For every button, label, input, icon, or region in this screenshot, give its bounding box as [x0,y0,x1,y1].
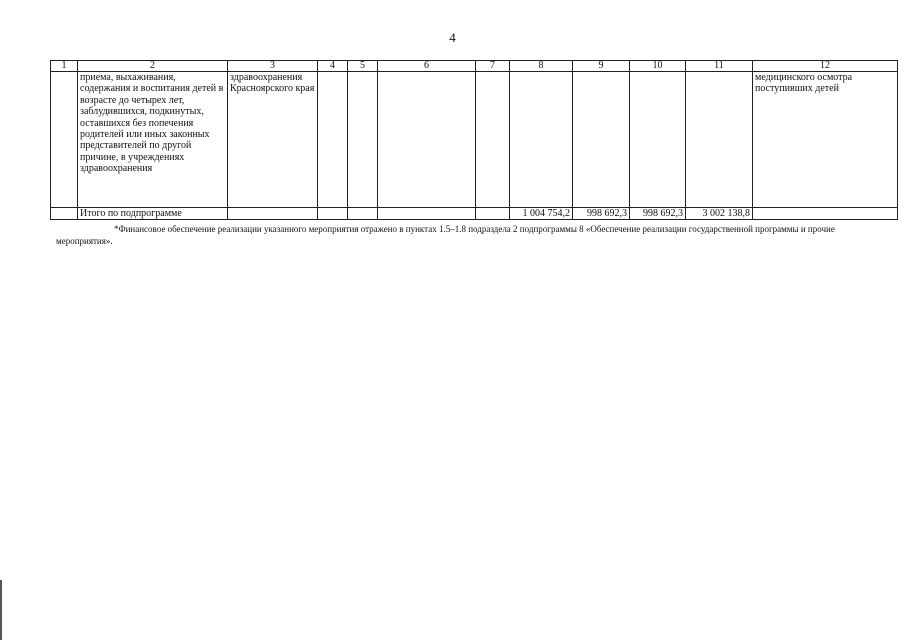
page-number: 4 [449,30,456,45]
column-header-11: 11 [686,61,753,72]
cell-col9 [573,72,630,208]
column-header-6: 6 [378,61,476,72]
cell-col11 [686,72,753,208]
cell-expected-result: медицинского осмотра поступивших детей [753,72,898,208]
column-header-10: 10 [630,61,686,72]
cell-col1 [51,208,78,220]
total-col11: 3 002 138,8 [686,208,753,220]
column-header-3: 3 [228,61,318,72]
footnote: *Финансовое обеспечение реализации указанного мероприятия отражено в пунктах 1.5–1.8 подраздела 2 подпрограммы 8 «Обеспечение реализации государственной программы и прочие мероприятия». [56,224,835,246]
table-row [51,72,898,208]
cell-col4 [318,208,348,220]
program-table [50,60,898,220]
column-header-2: 2 [78,61,228,72]
column-header-9: 9 [573,61,630,72]
cell-col7 [476,208,510,220]
total-row [51,208,898,220]
column-number-row [51,61,898,72]
column-header-4: 4 [318,61,348,72]
cell-col8 [510,72,573,208]
cell-col6 [378,208,476,220]
cell-col10 [630,72,686,208]
cell-col12 [753,208,898,220]
cell-col6 [378,72,476,208]
cell-col5 [348,72,378,208]
column-header-8: 8 [510,61,573,72]
cell-col3 [228,208,318,220]
cell-col1 [51,72,78,208]
cell-responsible-body: здравоохранения Красноярского края [228,72,318,208]
total-col10: 998 692,3 [630,208,686,220]
column-header-1: 1 [51,61,78,72]
cell-col4 [318,72,348,208]
cell-col7 [476,72,510,208]
cell-col5 [348,208,378,220]
total-col9: 998 692,3 [573,208,630,220]
column-header-5: 5 [348,61,378,72]
column-header-12: 12 [753,61,898,72]
scan-edge-mark [0,580,2,640]
cell-event-description: приема, выхаживания, содержания и воспитания детей в возрасте до четырех лет, заблудившихся, подкинутых, оставшихся без попечения родителей или иных законных представителей по другой причине, в учреждениях здравоохранения [78,72,228,208]
total-col8: 1 004 754,2 [510,208,573,220]
column-header-7: 7 [476,61,510,72]
total-label: Итого по подпрограмме [78,208,228,220]
